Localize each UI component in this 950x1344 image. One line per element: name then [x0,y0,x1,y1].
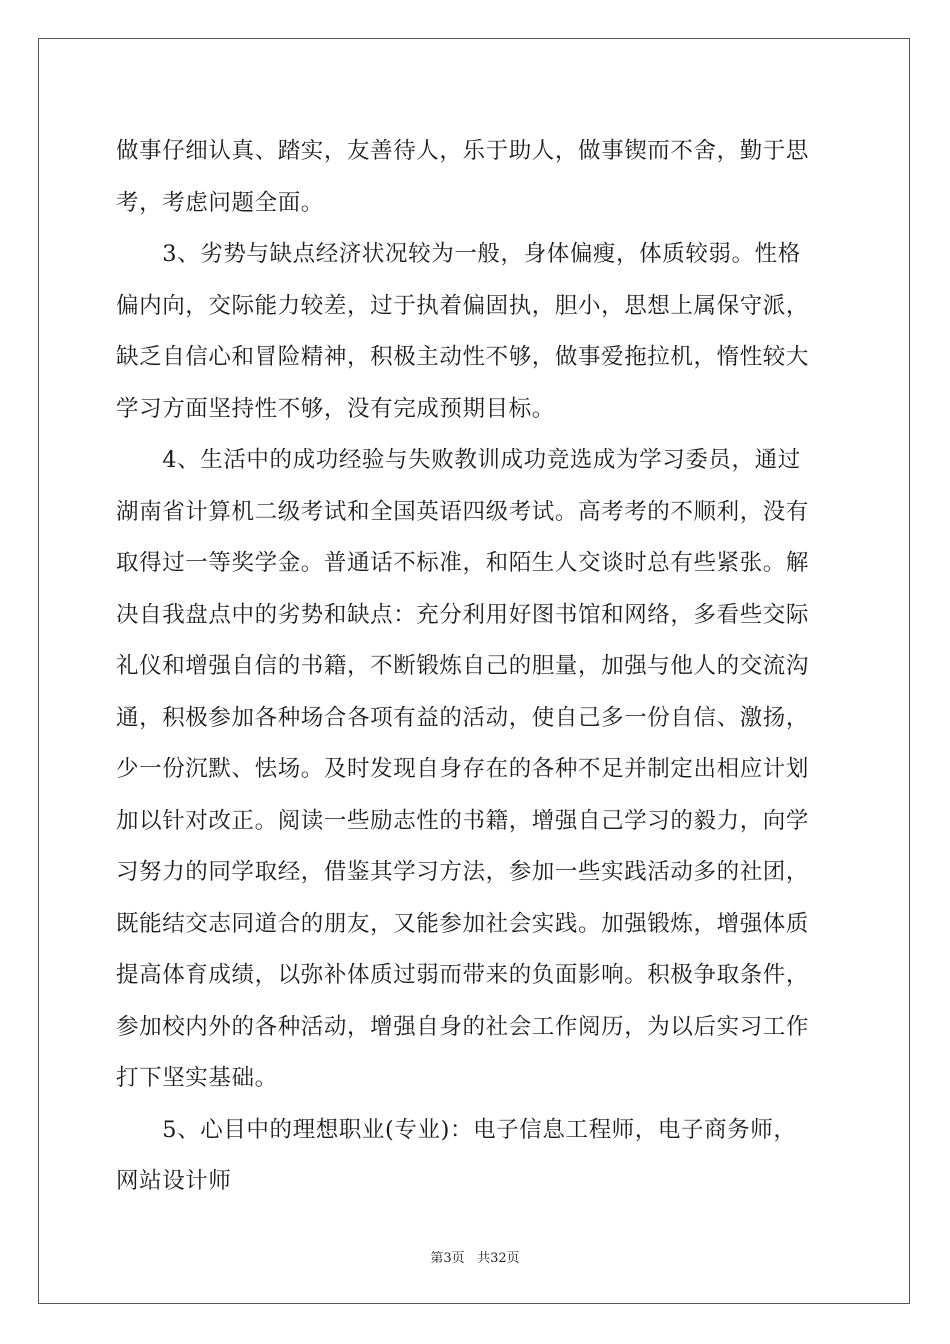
text-line: 偏内向，交际能力较差，过于执着偏固执，胆小，思想上属保守派， [116,292,810,319]
page-total: 共32页 [477,1251,520,1266]
text-line: 少一份沉默、怯场。及时发现自身存在的各种不足并制定出相应计划 [116,756,810,782]
text-line: 考，考虑问题全面。 [116,189,324,216]
text-line: 决自我盘点中的劣势和缺点：充分利用好图书馆和网络，多看些交际 [116,601,810,628]
text-line: 习努力的同学取经，借鉴其学习方法，参加一些实践活动多的社团， [116,859,810,885]
page-number: 第3页 [430,1251,465,1266]
text-line: 打下坚实基础。 [116,1065,278,1091]
text-line: 做事仔细认真、踏实，友善待人，乐于助人，做事锲而不舍，勤于思 [116,138,810,164]
document-body [116,126,836,1208]
page-footer [0,1247,950,1266]
text-line: 5、心目中的理想职业(专业)：电子信息工程师，电子商务师， [116,1116,797,1143]
text-line: 网站设计师 [116,1168,232,1194]
text-line: 通，积极参加各种场合各项有益的活动，使自己多一份自信、激扬， [116,704,810,731]
text-line: 学习方面坚持性不够，没有完成预期目标。 [116,395,555,422]
text-line: 加以针对改正。阅读一些励志性的书籍，增强自己学习的毅力，向学 [116,807,810,834]
text-line: 提高体育成绩，以弥补体质过弱而带来的负面影响。积极争取条件， [116,962,810,988]
text-line: 3、劣势与缺点经济状况较为一般，身体偏瘦，体质较弱。性格 [116,241,801,267]
text-line: 取得过一等奖学金。普通话不标准，和陌生人交谈时总有些紧张。解 [116,550,810,576]
text-line: 缺乏自信心和冒险精神，积极主动性不够，做事爱拖拉机，惰性较大 [116,344,810,370]
text-line: 既能结交志同道合的朋友，又能参加社会实践。加强锻炼，增强体质 [116,910,810,937]
text-line: 礼仪和增强自信的书籍，不断锻炼自己的胆量，加强与他人的交流沟 [116,653,810,679]
text-line: 参加校内外的各种活动，增强自身的社会工作阅历，为以后实习工作 [116,1013,810,1040]
text-line: 湖南省计算机二级考试和全国英语四级考试。高考考的不顺利，没有 [116,498,810,525]
text-line: 4、生活中的成功经验与失败教训成功竞选成为学习委员，通过 [116,447,801,473]
